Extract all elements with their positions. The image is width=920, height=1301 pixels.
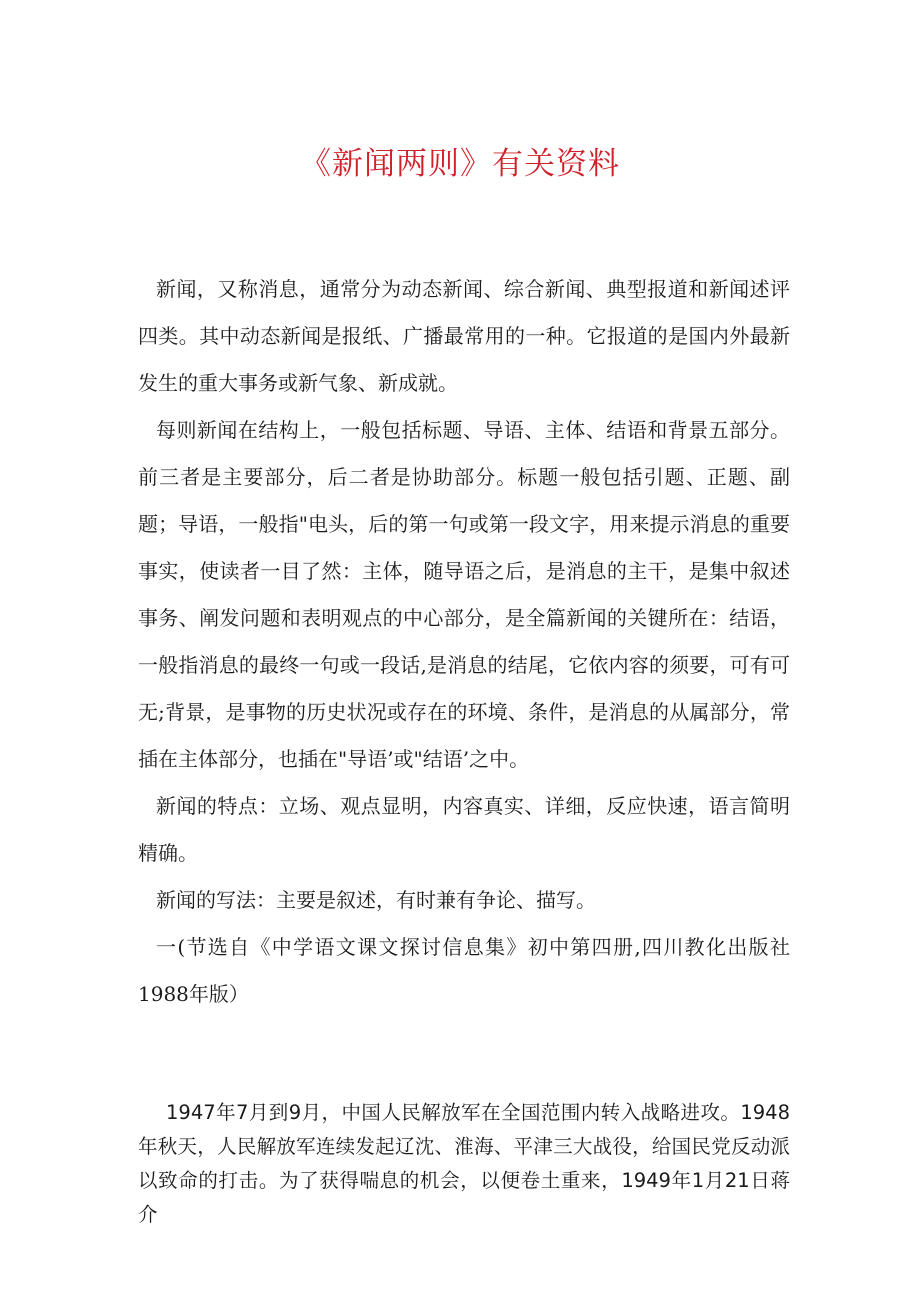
paragraph-history: 1947年7月到9月，中国人民解放军在全国范围内转入战略进攻。1948年秋天，人民解放军连续发起辽沈、淮海、平津三大战役，给国民党反动派以致命的打击。为了获得喘息的机会，以便卷土重来，1949年1月21日蒋介	[138, 1101, 790, 1226]
paragraph-writing-method: 新闻的写法：主要是叙述，有时兼有争论、描写。	[156, 888, 596, 912]
paragraph-structure: 每则新闻在结构上，一般包括标题、导语、主体、结语和背景五部分。前三者是主要部分，后二者是协助部分。标题一般包括引题、正题、副题；导语，一般指"电头，后的第一句或第一段文字，用来提示消息的重要事实，使读者一目了然：主体，随导语之后，是消息的主干，是集中叙述事务、阐发问题和表明观点的中心部分，是全篇新闻的关键所在：结语，一般指消息的最终一句或一段话,是消息的结尾，它依内容的须要，可有可无;背景，是事物的历史状况或存在的环境、条件，是消息的从属部分，常插在主体部分，也插在"导语’或"结语’之中。	[138, 418, 790, 771]
paragraph-definition: 新闻，又称消息，通常分为动态新闻、综合新闻、典型报道和新闻述评四类。其中动态新闻是报纸、广播最常用的一种。它报道的是国内外最新发生的重大事务或新气象、新成就。	[138, 277, 790, 395]
paragraph-features: 新闻的特点：立场、观点显明，内容真实、详细，反应快速，语言简明精确。	[138, 794, 790, 865]
document-title: 《新闻两则》有关资料	[300, 146, 620, 182]
history-section	[138, 1096, 790, 1232]
body-section	[138, 266, 790, 1018]
paragraph-source-note: 一(节选自《中学语文课文探讨信息集》初中第四册,四川教化出版社1988年版）	[138, 935, 790, 1006]
